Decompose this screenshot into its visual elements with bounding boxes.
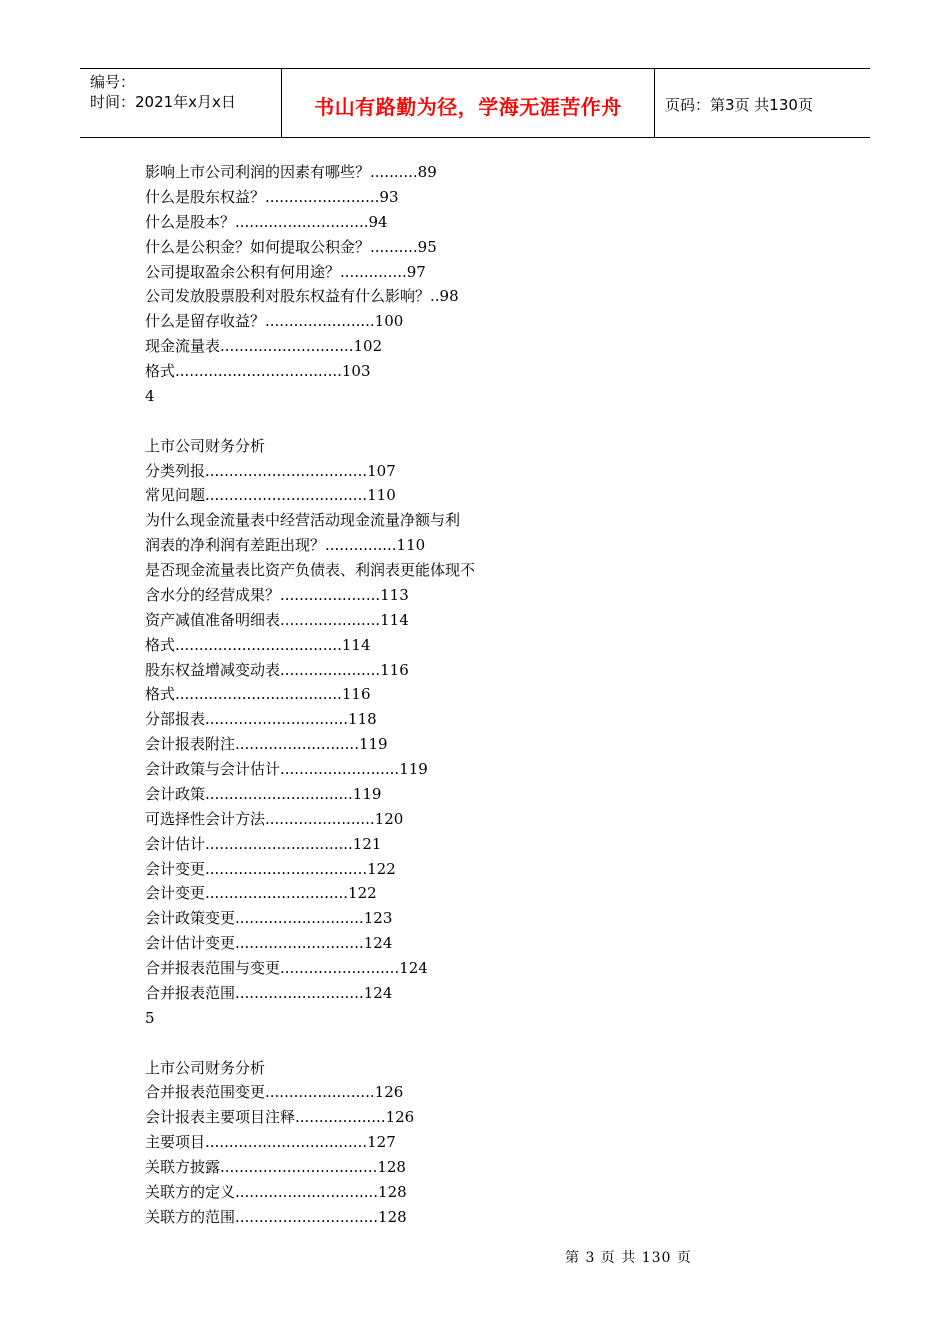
toc-line: 会计报表附注..........................119 bbox=[145, 735, 388, 754]
toc-line: 格式...................................114 bbox=[145, 635, 371, 654]
toc-line: 4 bbox=[145, 386, 155, 405]
toc-line: 公司提取盈余公积有何用途？..............97 bbox=[145, 262, 426, 281]
table-of-contents bbox=[145, 160, 645, 1230]
toc-line: 主要项目..................................127 bbox=[145, 1133, 396, 1152]
toc-line bbox=[145, 1031, 645, 1056]
toc-line: 是否现金流量表比资产负债表、利润表更能体现不 bbox=[145, 561, 476, 579]
toc-line: 常见问题..................................110 bbox=[145, 486, 396, 505]
toc-line: 关联方的定义..............................128 bbox=[145, 1182, 407, 1201]
page-header bbox=[80, 68, 870, 138]
toc-line: 什么是留存收益？.......................100 bbox=[145, 312, 404, 331]
toc-line: 5 bbox=[145, 1008, 155, 1027]
toc-line: 上市公司财务分析 bbox=[145, 436, 266, 455]
toc-line: 格式...................................103 bbox=[145, 362, 371, 380]
toc-line: 什么是股本？............................94 bbox=[145, 212, 388, 231]
document-date-label: 时间：2021年x月x日 bbox=[90, 93, 236, 111]
toc-line: 会计政策变更...........................123 bbox=[145, 909, 393, 928]
toc-line: 影响上市公司利润的因素有哪些？..........89 bbox=[145, 163, 437, 181]
toc-line: 分类列报..................................107 bbox=[145, 461, 396, 480]
toc-line: 关联方披露.................................128 bbox=[145, 1158, 406, 1176]
header-page-info: 页码：第3页 共130页 bbox=[665, 96, 813, 114]
toc-line: 会计政策...............................119 bbox=[145, 784, 382, 803]
toc-line bbox=[145, 409, 645, 434]
header-page-cell bbox=[655, 69, 870, 137]
toc-line: 会计报表主要项目注释...................126 bbox=[145, 1108, 415, 1127]
toc-line: 会计变更..............................122 bbox=[145, 884, 377, 903]
toc-line: 会计变更..................................122 bbox=[145, 859, 396, 878]
toc-line: 股东权益增减变动表.....................116 bbox=[145, 660, 409, 679]
toc-line: 合并报表范围...........................124 bbox=[145, 983, 393, 1002]
toc-line: 什么是公积金？如何提取公积金？..........95 bbox=[145, 237, 437, 256]
toc-line: 为什么现金流量表中经营活动现金流量净额与利 bbox=[145, 511, 461, 530]
toc-line: 含水分的经营成果？.....................113 bbox=[145, 585, 409, 604]
toc-line: 资产减值准备明细表.....................114 bbox=[145, 610, 409, 629]
toc-line: 分部报表..............................118 bbox=[145, 710, 377, 729]
toc-line: 现金流量表............................102 bbox=[145, 337, 383, 356]
toc-line: 合并报表范围与变更.........................124 bbox=[145, 959, 428, 977]
toc-line: 会计估计...............................121 bbox=[145, 834, 382, 853]
toc-line: 可选择性会计方法.......................120 bbox=[145, 809, 404, 828]
document-number-label: 编号： bbox=[90, 73, 136, 91]
toc-line: 润表的净利润有差距出现？...............110 bbox=[145, 536, 426, 555]
toc-line: 上市公司财务分析 bbox=[145, 1058, 266, 1077]
header-meta-cell bbox=[80, 69, 282, 137]
toc-line: 会计估计变更...........................124 bbox=[145, 934, 393, 953]
toc-line: 关联方的范围..............................128 bbox=[145, 1207, 407, 1226]
page-footer: 第 3 页 共 130 页 bbox=[565, 1250, 692, 1266]
toc-line: 格式...................................116 bbox=[145, 685, 371, 704]
header-motto: 书山有路勤为径，学海无涯苦作舟 bbox=[314, 95, 622, 119]
toc-line: 会计政策与会计估计.........................119 bbox=[145, 760, 428, 778]
toc-line: 公司发放股票股利对股东权益有什么影响？..98 bbox=[145, 287, 459, 306]
header-motto-cell bbox=[282, 69, 655, 137]
toc-line: 什么是股东权益？........................93 bbox=[145, 187, 399, 206]
toc-line: 合并报表范围变更.......................126 bbox=[145, 1083, 404, 1102]
